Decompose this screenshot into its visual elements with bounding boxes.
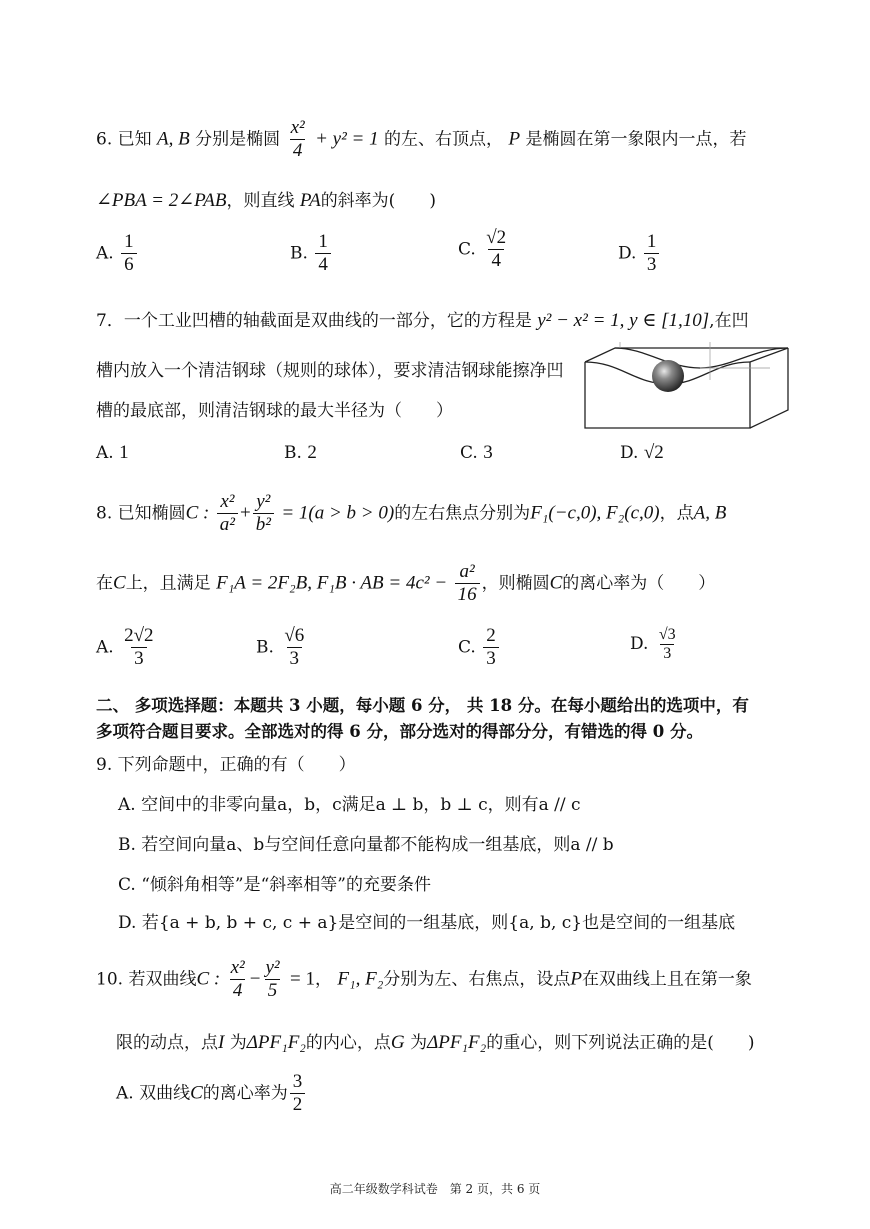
steel-ball (652, 360, 684, 392)
q8-option-d: D. $\frac{√3}{3}$ (630, 626, 676, 662)
groove-figure (580, 340, 795, 432)
q8-option-a: A. $\frac{2√2}{3}$ (96, 625, 154, 669)
q10-line2: 限的动点，点I 为ΔPF₁F₂的内心，点G 为ΔPF₁F₂的重心，则下列说法正确的是( ) (116, 1032, 755, 1053)
q8-line2: 在C上，且满足 F₁A = 2F₂B, F₁B · AB = 4c² − $\frac{\text{a²}}{16}$ ，则椭圆C的离心率为（ ） (96, 561, 716, 605)
q8-option-c: C. $\frac{2}{3}$ (458, 626, 501, 670)
q7-option-b: B. 2 (284, 442, 317, 463)
q8-option-b: B. $\frac{√6}{3}$ (256, 625, 305, 669)
ellipse-fraction: $\frac{\text{x²}}{4}$ (290, 117, 305, 161)
q9-option-a: A. 空间中的非零向量a，b，c满足a ⊥ b，b ⊥ c，则有a // c (118, 795, 581, 815)
q9-option-b: B. 若空间向量a、b与空间任意向量都不能构成一组基底，则a // b (118, 835, 614, 855)
q10-option-a: A. 双曲线C的离心率为 $\frac{3}{2}$ (116, 1072, 307, 1116)
q7-line3: 槽的最底部，则清洁钢球的最大半径为（ ） (96, 401, 453, 421)
q6-line2: ∠PBA = 2∠PAB，则直线 PA的斜率为( ) (96, 190, 436, 211)
q7-line1: 7．一个工业凹槽的轴截面是双曲线的一部分，它的方程是 y² − x² = 1, y ∈ [1,10],在凹 (96, 310, 749, 331)
q6-line1: 6. 已知 A, B 分别是椭圆 $\frac{\text{x²}}{4}$ + y² = 1 的左、右顶点， P 是椭圆在第一象限内一点，若 (96, 117, 747, 161)
section2-line2: 多项符合题目要求。全部选对的得 6 分，部分选对的得部分分，有错选的得 0 分。 (96, 722, 703, 741)
q7-option-d: D. √2 (620, 442, 664, 463)
section2-line1: 二、 多项选择题：本题共 3 小题，每小题 6 分， 共 18 分。在每小题给出的选项中，有 (96, 696, 749, 715)
q6-option-a: A. $\frac{1}{6}$ (96, 232, 139, 276)
q9-option-c: C. “倾斜角相等”是“斜率相等”的充要条件 (118, 875, 431, 895)
page-footer: 高二年级数学科试卷 第 2 页，共 6 页 (329, 1182, 541, 1196)
q6-option-d: D. $\frac{1}{3}$ (618, 232, 661, 276)
q7-line2: 槽内放入一个清洁钢球（规则的球体），要求清洁钢球能擦净凹 (96, 361, 564, 381)
q9-option-d: D. 若{a + b, b + c, c + a}是空间的一组基底，则{a, b, c}也是空间的一组基底 (118, 913, 736, 933)
q8-line1: 8. 已知椭圆C : $\frac{\text{x²}}{\text{a²}}$ + $\frac{\text{y²}}{\text{b²}}$ = 1(a > b > 0)的左右焦点分别为F₁(−c,0), F₂(c,0)，点A, B (96, 491, 727, 535)
q9-stem: 9. 下列命题中，正确的有（ ） (96, 755, 356, 775)
q7-option-a: A. 1 (96, 442, 129, 463)
q6-option-b: B. $\frac{1}{4}$ (290, 232, 333, 276)
q10-line1: 10. 若双曲线C : $\frac{\text{x²}}{4}$ − $\frac{\text{y²}}{5}$ = 1， F₁, F₂分别为左、右焦点，设点P在双曲线上且在第一象 (96, 957, 752, 1001)
q6-option-c: C. $\frac{√2}{4}$ (458, 227, 507, 271)
q7-option-c: C. 3 (460, 442, 493, 463)
